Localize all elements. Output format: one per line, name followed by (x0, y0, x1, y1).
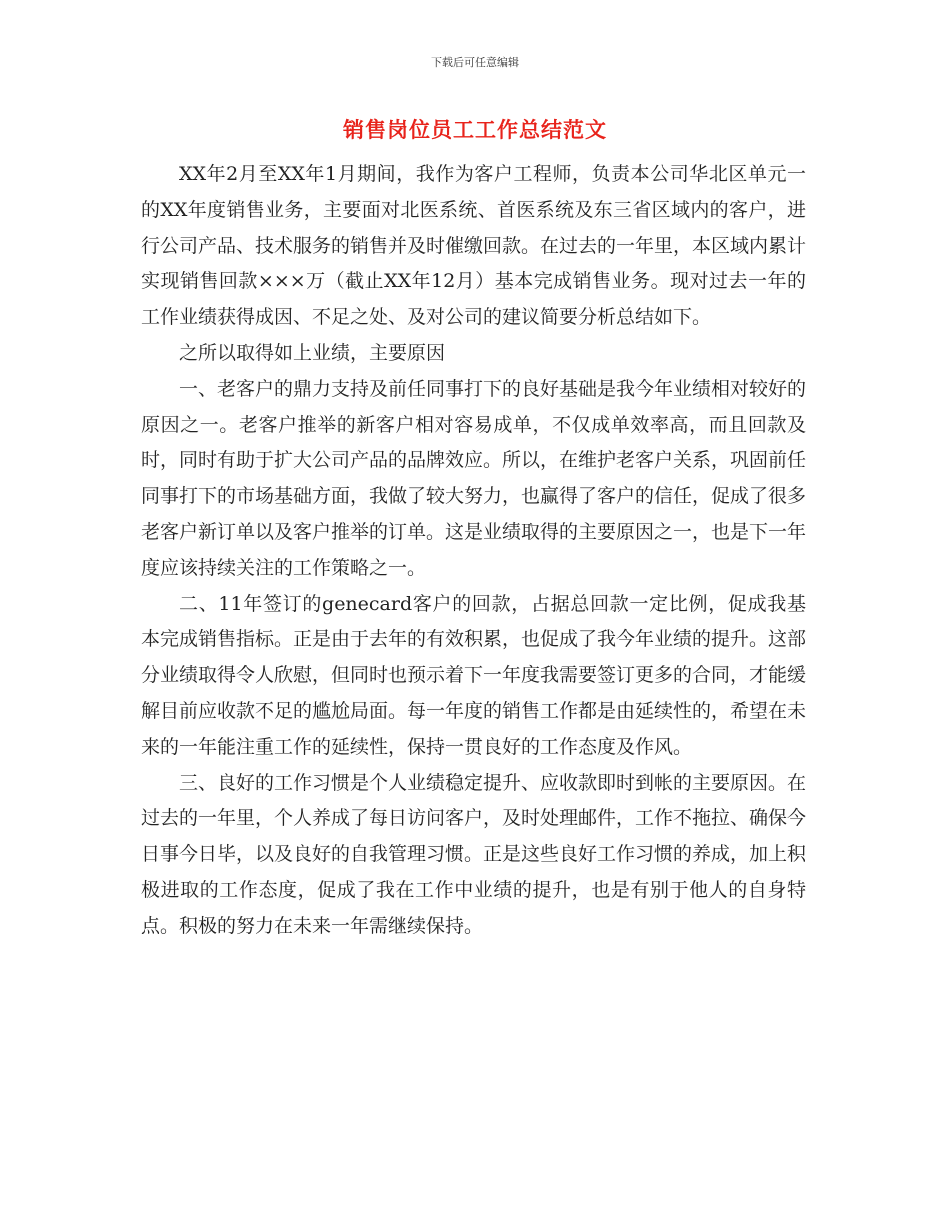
paragraph-reasons-heading: 之所以取得如上业绩，主要原因 (179, 341, 446, 364)
paragraph-reason-three: 三、良好的工作习惯是个人业绩稳定提升、应收款即时到帐的主要原因。在过去的一年里，个人养成了每日访问客户，及时处理邮件，工作不拖拉、确保今日事今日毕，以及良好的自我管理习惯。正是这些良好工作习惯的养成，加上积极进取的工作态度，促成了我在工作中业绩的提升，也是有别于他人的自身特点。积极的努力在未来一年需继续保持。 (141, 771, 807, 937)
paragraph-intro: XX年2月至XX年1月期间，我作为客户工程师，负责本公司华北区单元一的XX年度销售业务，主要面对北医系统、首医系统及东三省区域内的客户，进行公司产品、技术服务的销售并及时催缴回款。在过去的一年里，本区域内累计实现销售回款×××万（截止XX年12月）基本完成销售业务。现对过去一年的工作业绩获得成因、不足之处、及对公司的建议简要分析总结如下。 (141, 163, 807, 329)
paragraph-reason-two: 二、11年签订的genecard客户的回款，占据总回款一定比例，促成我基本完成销售指标。正是由于去年的有效积累，也促成了我今年业绩的提升。这部分业绩取得令人欣慰，但同时也预示着下一年度我需要签订更多的合同，才能缓解目前应收款不足的尴尬局面。每一年度的销售工作都是由延续性的，希望在未来的一年能注重工作的延续性，保持一贯良好的工作态度及作风。 (141, 592, 807, 758)
header-note: 下载后可任意编辑 (431, 56, 519, 69)
paragraph-reason-one: 一、老客户的鼎力支持及前任同事打下的良好基础是我今年业绩相对较好的原因之一。老客户推举的新客户相对容易成单，不仅成单效率高，而且回款及时，同时有助于扩大公司产品的品牌效应。所以，在维护老客户关系，巩固前任同事打下的市场基础方面，我做了较大努力，也赢得了客户的信任，促成了很多老客户新订单以及客户推举的订单。这是业绩取得的主要原因之一，也是下一年度应该持续关注的工作策略之一。 (141, 377, 807, 579)
document-title: 销售岗位员工工作总结范文 (343, 118, 607, 142)
document-body (141, 157, 806, 945)
